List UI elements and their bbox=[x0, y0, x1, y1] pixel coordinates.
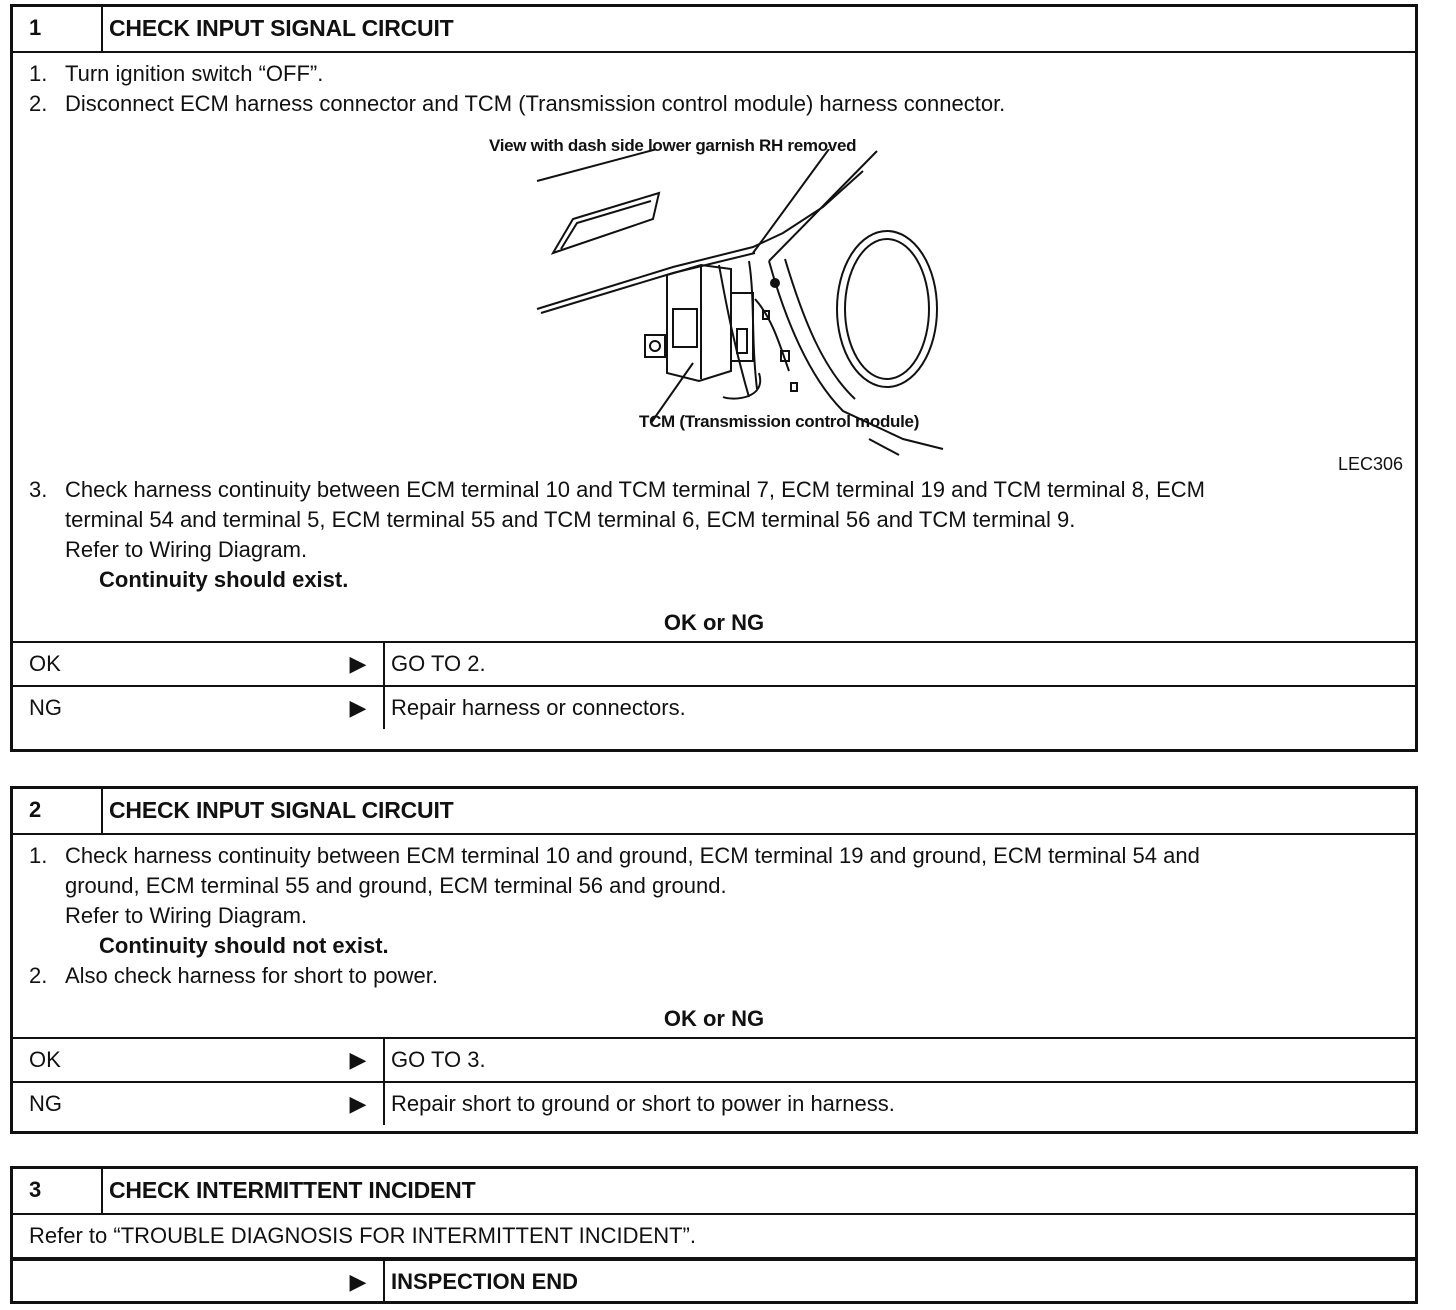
wiring-diagram-reference: Refer to Wiring Diagram. bbox=[65, 903, 308, 928]
result-row-ok bbox=[13, 1039, 1415, 1081]
wiring-diagram-reference: Refer to Wiring Diagram. bbox=[65, 537, 308, 562]
right-triangle-icon: ▶ bbox=[349, 695, 367, 720]
instruction-continued: terminal 54 and terminal 5, ECM terminal 55 and TCM terminal 6, ECM terminal 56 and TCM terminal 9. bbox=[65, 507, 1076, 532]
instruction-1 bbox=[29, 59, 1415, 89]
instruction-2 bbox=[29, 89, 1415, 119]
instruction-text: Disconnect ECM harness connector and TCM (Transmission control module) harness connector. bbox=[65, 91, 1006, 116]
instruction-number: 1. bbox=[29, 843, 48, 868]
result-label: OK bbox=[29, 651, 61, 676]
instruction-text: Check harness continuity between ECM terminal 10 and TCM terminal 7, ECM terminal 19 and TCM terminal 8, ECM bbox=[65, 477, 1205, 502]
result-label bbox=[13, 1261, 333, 1303]
instruction-text: Turn ignition switch “OFF”. bbox=[65, 61, 324, 86]
result-action: Repair harness or connectors. bbox=[383, 687, 1415, 729]
ok-or-ng-label: OK or NG bbox=[13, 1001, 1415, 1039]
right-triangle-icon: ▶ bbox=[349, 1091, 367, 1116]
step-block-3 bbox=[10, 1166, 1418, 1304]
result-row-ng bbox=[13, 685, 1415, 729]
reference-text: Refer to “TROUBLE DIAGNOSIS FOR INTERMITTENT INCIDENT”. bbox=[29, 1223, 696, 1248]
figure-view-label: View with dash side lower garnish RH removed bbox=[489, 136, 857, 155]
instruction-2 bbox=[29, 961, 1415, 991]
ok-or-ng-label: OK or NG bbox=[13, 605, 1415, 643]
step-number: 3 bbox=[13, 1169, 103, 1213]
step-title: CHECK INPUT SIGNAL CIRCUIT bbox=[109, 797, 454, 823]
result-label: OK bbox=[29, 1047, 61, 1072]
result-action: GO TO 2. bbox=[383, 643, 1415, 685]
step-number: 2 bbox=[13, 789, 103, 833]
instruction-3 bbox=[29, 475, 1415, 505]
result-row-ng bbox=[13, 1081, 1415, 1125]
step-body-1 bbox=[13, 53, 1415, 595]
right-triangle-icon: ▶ bbox=[349, 1047, 367, 1072]
result-label: NG bbox=[29, 695, 62, 720]
instruction-continued: ground, ECM terminal 55 and ground, ECM terminal 56 and ground. bbox=[65, 873, 727, 898]
right-triangle-icon: ▶ bbox=[349, 1269, 367, 1294]
step-title: CHECK INPUT SIGNAL CIRCUIT bbox=[109, 15, 454, 41]
tcm-location-figure bbox=[29, 119, 1415, 475]
step-header-2 bbox=[13, 789, 1415, 835]
instruction-text: Check harness continuity between ECM terminal 10 and ground, ECM terminal 19 and ground, ECM terminal 54 and bbox=[65, 843, 1200, 868]
step-header-1 bbox=[13, 7, 1415, 53]
step-number: 1 bbox=[13, 7, 103, 51]
continuity-spec: Continuity should exist. bbox=[99, 567, 349, 592]
instruction-text: Also check harness for short to power. bbox=[65, 963, 438, 988]
step-header-3 bbox=[13, 1169, 1415, 1215]
instruction-number: 3. bbox=[29, 477, 48, 502]
inspection-end-label: INSPECTION END bbox=[383, 1261, 1415, 1303]
instruction-number: 2. bbox=[29, 91, 48, 116]
instruction-number: 1. bbox=[29, 61, 48, 86]
step-title: CHECK INTERMITTENT INCIDENT bbox=[109, 1177, 476, 1203]
result-action: Repair short to ground or short to power in harness. bbox=[383, 1083, 1415, 1125]
tcm-callout-label: TCM (Transmission control module) bbox=[639, 412, 920, 431]
continuity-spec: Continuity should not exist. bbox=[99, 933, 389, 958]
result-row-end bbox=[13, 1259, 1415, 1303]
result-label: NG bbox=[29, 1091, 62, 1116]
reference-row bbox=[13, 1215, 1415, 1259]
step-body-2 bbox=[13, 835, 1415, 991]
step-block-2 bbox=[10, 786, 1418, 1134]
figure-code: LEC306 bbox=[1337, 454, 1403, 474]
instruction-number: 2. bbox=[29, 963, 48, 988]
right-triangle-icon: ▶ bbox=[349, 651, 367, 676]
result-action: GO TO 3. bbox=[383, 1039, 1415, 1081]
instruction-1 bbox=[29, 841, 1415, 871]
step-block-1 bbox=[10, 4, 1418, 752]
result-row-ok bbox=[13, 643, 1415, 685]
